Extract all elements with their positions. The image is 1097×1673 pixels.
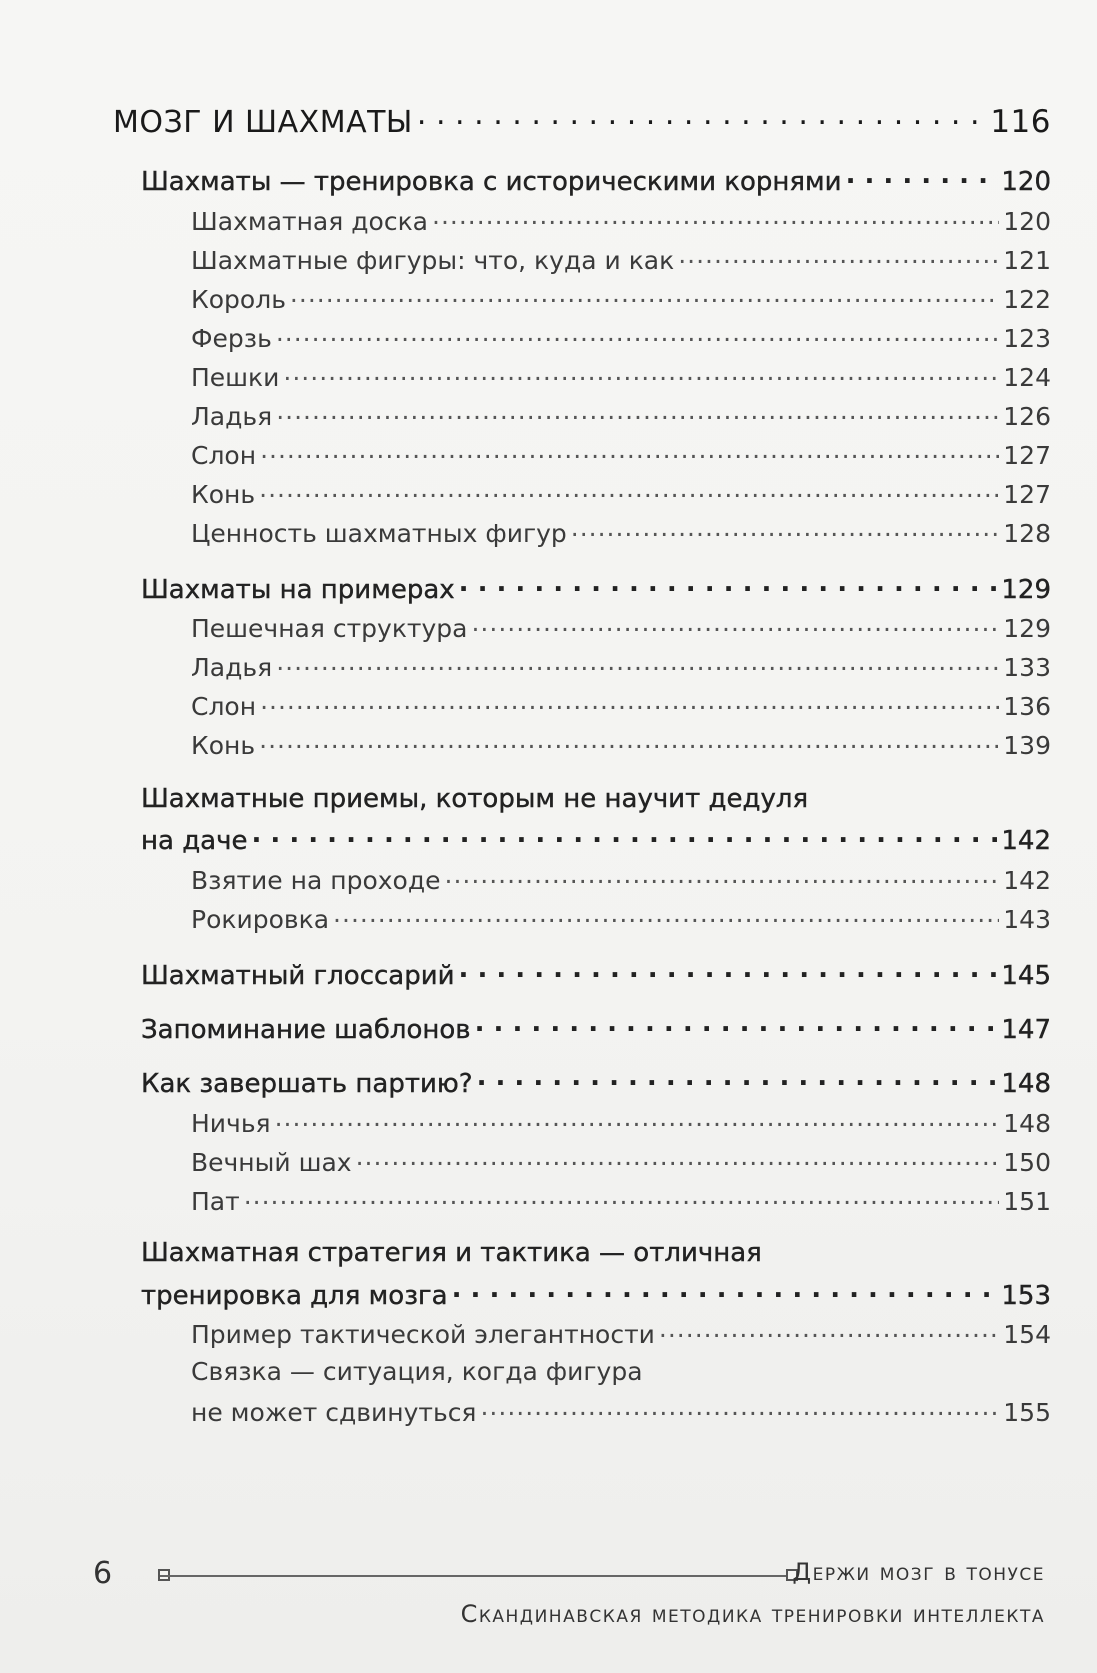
- toc-item-label: Ладья: [191, 402, 273, 431]
- toc-item-label: Ферзь: [191, 324, 272, 353]
- toc-item[interactable]: [191, 864, 1051, 895]
- toc-item[interactable]: [191, 478, 1051, 509]
- leader-dots: [459, 958, 998, 984]
- toc-item-page: 120: [1003, 207, 1051, 236]
- toc-item-page: 151: [1003, 1187, 1051, 1216]
- toc-item-label: Король: [191, 285, 286, 314]
- leader-dots: [260, 439, 999, 464]
- toc-section-line1: Шахматная стратегия и тактика — отличная: [141, 1238, 762, 1268]
- leader-dots: [259, 729, 999, 754]
- leader-dots: [846, 164, 998, 190]
- toc-item-page: 123: [1003, 324, 1051, 353]
- toc-item-label: Конь: [191, 731, 256, 760]
- toc-section-label: на даче: [141, 826, 248, 856]
- toc-item-page: 121: [1003, 246, 1051, 275]
- leader-dots: [432, 205, 999, 230]
- leader-dots: [452, 1278, 998, 1304]
- toc-chapter-label: МОЗГ И ШАХМАТЫ: [113, 105, 413, 140]
- toc-item-label: Вечный шах: [191, 1148, 352, 1177]
- toc-item-label: Шахматные фигуры: что, куда и как: [191, 246, 675, 275]
- toc-item[interactable]: [191, 322, 1051, 353]
- leader-dots: [471, 612, 999, 637]
- toc-item[interactable]: [191, 651, 1051, 682]
- toc-section[interactable]: [141, 823, 1051, 856]
- toc-item-page: 133: [1003, 653, 1051, 682]
- toc-item-page: 122: [1003, 285, 1051, 314]
- toc-item-page: 139: [1003, 731, 1051, 760]
- toc-section-label: Запоминание шаблонов: [141, 1015, 471, 1045]
- toc-item[interactable]: [191, 400, 1051, 431]
- leader-dots: [571, 517, 1000, 542]
- toc-section-label: Шахматы — тренировка с историческими корнями: [141, 167, 842, 197]
- toc-item-page: 129: [1003, 614, 1051, 643]
- toc-item-page: 127: [1003, 441, 1051, 470]
- leader-dots: [475, 1012, 998, 1038]
- leader-dots: [445, 864, 1000, 889]
- toc-item-label: Ничья: [191, 1109, 271, 1138]
- toc-section-page: 147: [1001, 1015, 1051, 1045]
- toc-chapter[interactable]: [113, 102, 1051, 140]
- leader-dots: [276, 322, 999, 347]
- toc-item[interactable]: [191, 1107, 1051, 1138]
- toc-item[interactable]: [191, 1146, 1051, 1177]
- toc-item-page: 142: [1003, 866, 1051, 895]
- toc-item-label: Пример тактической элегантности: [191, 1320, 655, 1349]
- toc-section[interactable]: [141, 958, 1051, 991]
- leader-dots: [259, 478, 999, 503]
- toc-section-page: 148: [1001, 1069, 1051, 1099]
- leader-dots: [290, 283, 999, 308]
- leader-dots: [276, 400, 999, 425]
- page-number: 6: [93, 1556, 113, 1591]
- leader-dots: [659, 1318, 999, 1343]
- toc-item[interactable]: [191, 517, 1051, 548]
- toc-item-label: Ценность шахматных фигур: [191, 519, 567, 548]
- toc-item-label: Слон: [191, 441, 257, 470]
- toc-section[interactable]: [141, 1278, 1051, 1311]
- book-subtitle: Скандинавская методика тренировки интеллекта: [460, 1600, 1045, 1628]
- toc-section-page: 129: [1001, 575, 1051, 605]
- toc-item[interactable]: [191, 361, 1051, 392]
- toc-section-page: 153: [1001, 1281, 1051, 1311]
- book-title: Держи мозг в тонусе: [792, 1558, 1045, 1586]
- leader-dots: [477, 1066, 998, 1092]
- toc-item-page: 154: [1003, 1320, 1051, 1349]
- toc-section[interactable]: [141, 572, 1051, 605]
- toc-item-page: 155: [1003, 1398, 1051, 1427]
- toc-section-page: 145: [1001, 961, 1051, 991]
- toc-section[interactable]: [141, 1012, 1051, 1045]
- leader-dots: [251, 823, 997, 849]
- toc-item[interactable]: [191, 283, 1051, 314]
- toc-section-line1: Шахматные приемы, которым не научит дедуля: [141, 784, 809, 814]
- toc-item-label: Ладья: [191, 653, 273, 682]
- toc-item[interactable]: [191, 690, 1051, 721]
- toc-item[interactable]: [191, 244, 1051, 275]
- toc-item-label: не может сдвинуться: [191, 1398, 477, 1427]
- toc-item[interactable]: [191, 1396, 1051, 1427]
- toc-section-label: Шахматы на примерах: [141, 575, 455, 605]
- toc-item-page: 148: [1003, 1109, 1051, 1138]
- leader-dots: [276, 651, 999, 676]
- toc-item[interactable]: [191, 729, 1051, 760]
- toc-item-page: 127: [1003, 480, 1051, 509]
- toc-item[interactable]: [191, 1185, 1051, 1216]
- leader-dots: [333, 903, 999, 928]
- toc-item-label: Слон: [191, 692, 257, 721]
- leader-dots: [459, 572, 998, 598]
- toc-section-page: 120: [1001, 167, 1051, 197]
- toc-item-label: Рокировка: [191, 905, 330, 934]
- toc-item-line1: Связка — ситуация, когда фигура: [191, 1357, 643, 1386]
- toc-item-label: Пат: [191, 1187, 240, 1216]
- toc-item-label: Взятие на проходе: [191, 866, 441, 895]
- toc-item[interactable]: [191, 903, 1051, 934]
- toc-item-page: 124: [1003, 363, 1051, 392]
- leader-dots: [356, 1146, 1000, 1171]
- toc-section-label: тренировка для мозга: [141, 1281, 448, 1311]
- toc-item[interactable]: [191, 1318, 1051, 1349]
- toc-item[interactable]: [191, 612, 1051, 643]
- toc-item-page: 150: [1003, 1148, 1051, 1177]
- toc-section-label: Шахматный глоссарий: [141, 961, 455, 991]
- toc-section-page: 142: [1001, 826, 1051, 856]
- leader-dots: [480, 1396, 999, 1421]
- toc-item-label: Конь: [191, 480, 256, 509]
- toc-item-page: 128: [1003, 519, 1051, 548]
- leader-dots: [283, 361, 999, 386]
- leader-dots: [417, 102, 986, 132]
- leader-dots: [244, 1185, 1000, 1210]
- leader-dots: [275, 1107, 1000, 1132]
- toc-item-label: Пешки: [191, 363, 280, 392]
- footer-rule: [160, 1575, 790, 1577]
- toc-item-label: Шахматная доска: [191, 207, 428, 236]
- toc-section[interactable]: [141, 1066, 1051, 1099]
- toc-item-label: Пешечная структура: [191, 614, 468, 643]
- toc-chapter-page: 116: [990, 104, 1051, 140]
- toc-item[interactable]: [191, 439, 1051, 470]
- toc-item-page: 136: [1003, 692, 1051, 721]
- toc-item-page: 143: [1003, 905, 1051, 934]
- leader-dots: [678, 244, 999, 269]
- toc-item-page: 126: [1003, 402, 1051, 431]
- toc-section[interactable]: [141, 164, 1051, 197]
- toc-item[interactable]: [191, 205, 1051, 236]
- toc-section-label: Как завершать партию?: [141, 1069, 473, 1099]
- leader-dots: [260, 690, 999, 715]
